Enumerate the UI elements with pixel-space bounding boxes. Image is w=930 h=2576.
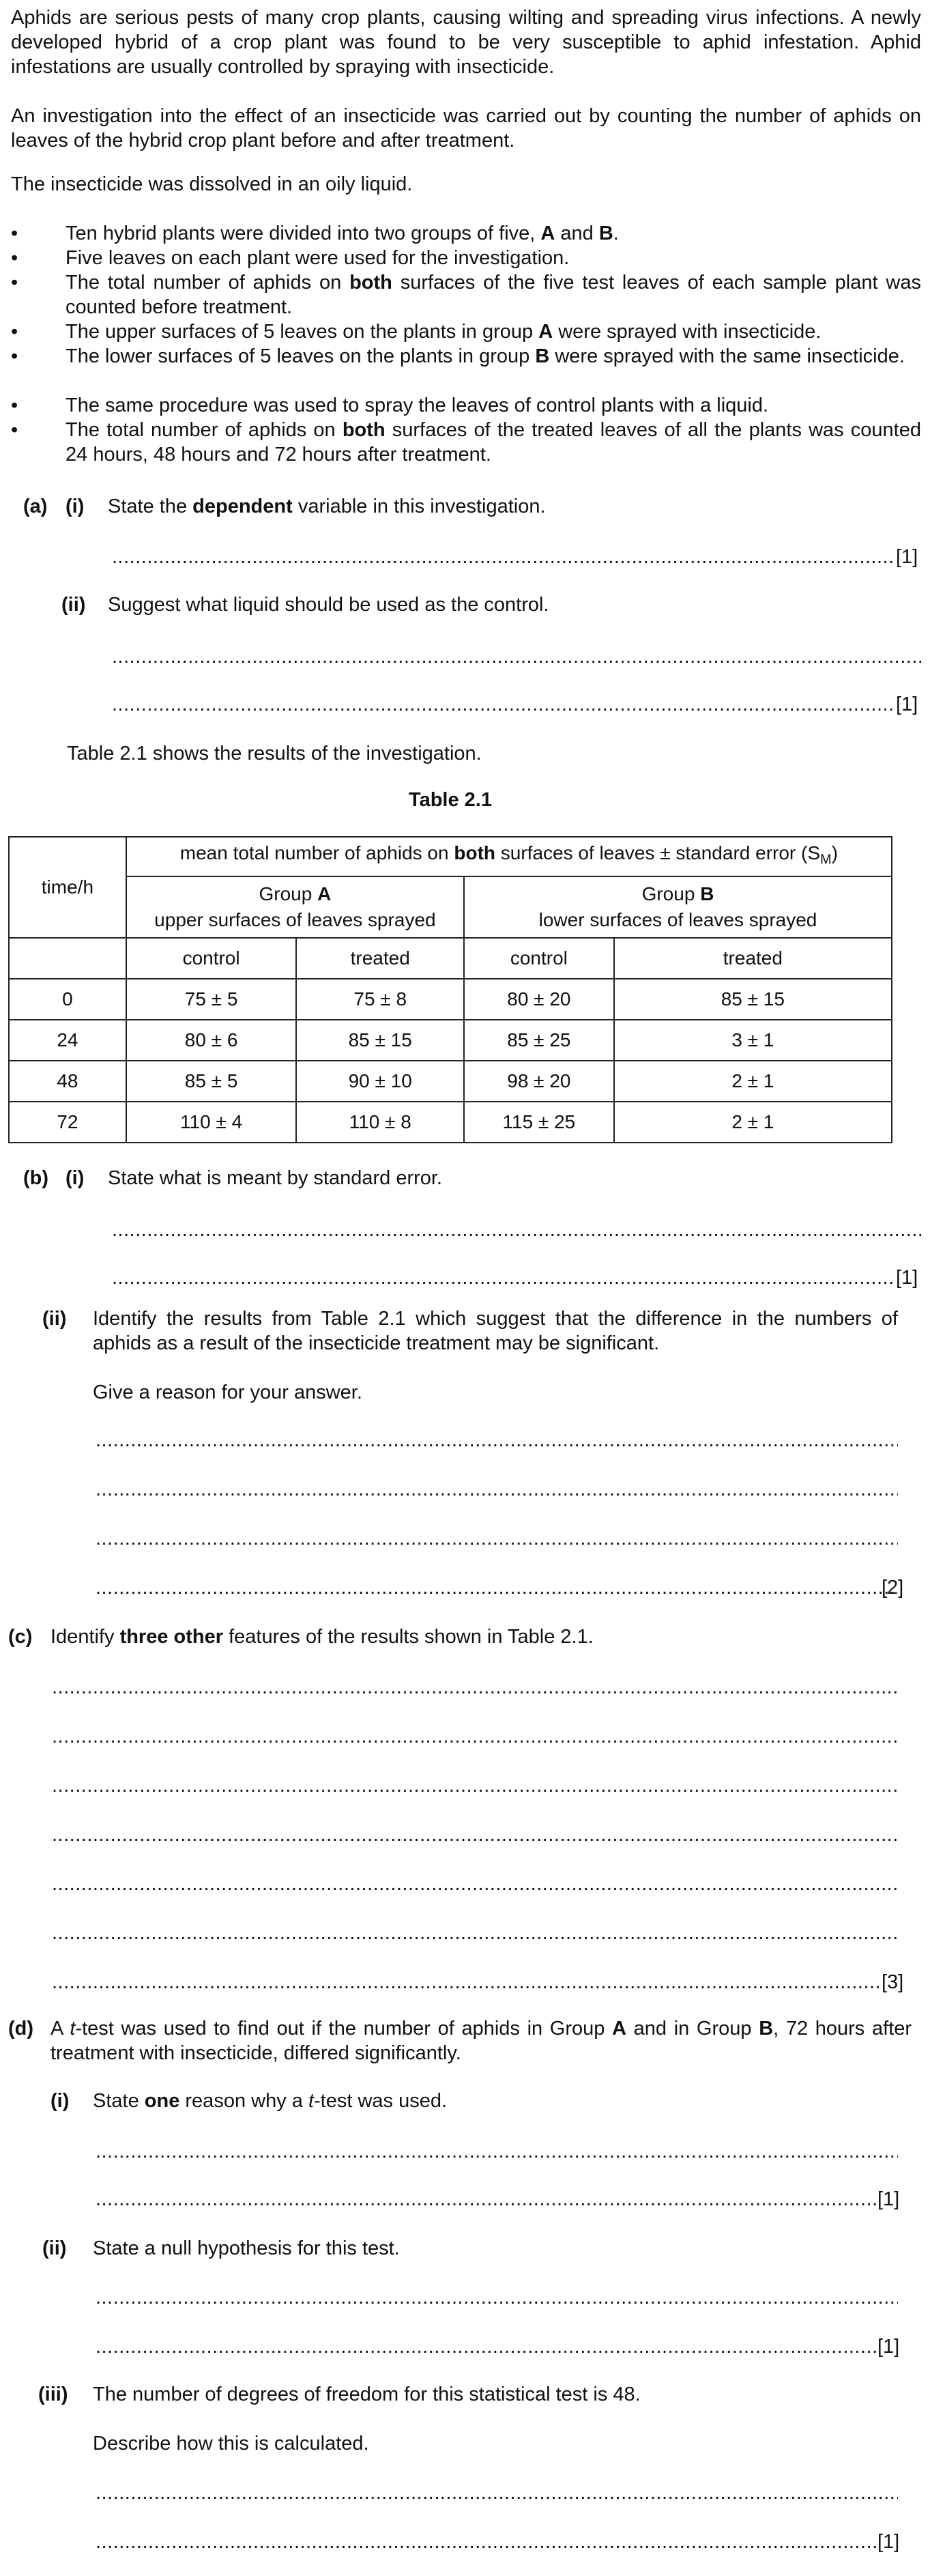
time-header: time/h: [9, 837, 126, 938]
intro-paragraph-2: An investigation into the effect of an insecticide was carried out by counting the number of aphids on leaves of the hybrid crop plant before and after treatment.: [11, 105, 921, 152]
answer-line[interactable]: [112, 1265, 895, 1290]
answer-line[interactable]: [96, 1428, 898, 1452]
table-cell: 90 ± 10: [296, 1061, 464, 1102]
table-cell: 80 ± 6: [126, 1020, 297, 1061]
mark-allocation: [1]: [877, 2531, 900, 2553]
sub-ii-label: (ii): [42, 1308, 67, 1330]
bullet-3: The total number of aphids on both surfaces of the five test leaves of each sample plant was counted before treatment.: [66, 272, 921, 318]
question-b-i: State what is meant by standard error.: [108, 1167, 443, 1189]
table-cell: 110 ± 8: [296, 1102, 464, 1143]
part-b-label: (b): [23, 1167, 49, 1189]
sub-i-label: (i): [66, 496, 85, 517]
intro-paragraph-1: Aphids are serious pests of many crop plants, causing wilting and spreading virus infections. A newly developed hybrid of a crop plant was found to be very susceptible to aphid infestation. Aphid infestations are usually controlled by spraying with insecticide.: [11, 7, 921, 78]
answer-line[interactable]: [96, 2334, 877, 2359]
group-b-subheader: lower surfaces of leaves sprayed: [538, 909, 817, 930]
question-a-i: State the dependent variable in this investigation.: [108, 496, 546, 517]
answer-line[interactable]: [96, 1526, 898, 1551]
bullet-1: Ten hybrid plants were divided into two groups of five, A and B.: [66, 223, 619, 244]
answer-line[interactable]: [96, 1575, 895, 1600]
span-header: mean total number of aphids on both surfaces of leaves ± standard error $(S_M)$: [126, 837, 892, 876]
column-header: treated: [296, 938, 464, 979]
table-cell: 3 ± 1: [614, 1020, 892, 1061]
mark-allocation: [1]: [896, 693, 918, 715]
answer-line[interactable]: [96, 2187, 877, 2212]
bullet-4: The upper surfaces of 5 leaves on the plants in group A were sprayed with insecticide.: [66, 321, 822, 343]
table-cell: 80 ± 20: [464, 979, 614, 1020]
table-cell: 98 ± 20: [464, 1061, 614, 1102]
results-table: [8, 836, 892, 1143]
answer-line[interactable]: [96, 2480, 898, 2505]
sub-i-label: (i): [50, 2090, 70, 2112]
answer-line[interactable]: [96, 1477, 898, 1502]
table-cell: 75 ± 8: [296, 979, 464, 1020]
question-d-iii: The number of degrees of freedom for this statistical test is 48.: [93, 2384, 641, 2405]
table-cell: 85 ± 5: [126, 1061, 297, 1102]
bullet-symbol: •: [11, 247, 18, 269]
table-row: [9, 1102, 892, 1143]
table-intro: Table 2.1 shows the results of the investigation.: [67, 743, 482, 764]
table-cell: 85 ± 15: [614, 979, 892, 1020]
sub-i-label: (i): [66, 1167, 85, 1189]
answer-line[interactable]: [52, 1921, 898, 1945]
mark-allocation: [2]: [882, 1577, 904, 1599]
sub-iii-label: (iii): [38, 2384, 68, 2405]
answer-line[interactable]: [96, 2139, 898, 2164]
table-row: [9, 979, 892, 1020]
bullet-symbol: •: [11, 345, 18, 367]
table-cell: 110 ± 4: [126, 1102, 297, 1143]
intro-paragraph-3: The insecticide was dissolved in an oily liquid.: [11, 173, 413, 195]
question-d-i: State one reason why a t-test was used.: [93, 2090, 448, 2112]
table-cell-empty: [9, 938, 126, 979]
sub-ii-label: (ii): [61, 594, 86, 616]
table-cell: 24: [9, 1020, 126, 1061]
table-caption: Table 2.1: [409, 789, 492, 811]
question-c: Identify three other features of the results shown in Table 2.1.: [50, 1626, 594, 1648]
group-a-subheader: upper surfaces of leaves sprayed: [154, 909, 436, 930]
column-header: control: [126, 938, 297, 979]
table-cell: 75 ± 5: [126, 979, 297, 1020]
sub-ii-label: (ii): [42, 2237, 67, 2259]
mark-allocation: [1]: [877, 2188, 900, 2210]
bullet-symbol: •: [11, 321, 18, 343]
bullet-symbol: •: [11, 223, 18, 244]
part-c-label: (c): [8, 1626, 33, 1648]
answer-line[interactable]: [96, 2530, 877, 2554]
group-a-header: Group A upper surfaces of leaves sprayed: [126, 876, 464, 938]
answer-line[interactable]: [52, 1675, 898, 1700]
answer-line[interactable]: [52, 1773, 898, 1798]
question-d-iii-describe: Describe how this is calculated.: [93, 2433, 369, 2455]
question-b-ii: Identify the results from Table 2.1 which suggest that the difference in the numbers of aphids as a result of the insecticide treatment may be significant.: [93, 1308, 898, 1354]
answer-line[interactable]: [112, 1218, 921, 1242]
column-header: control: [464, 938, 614, 979]
answer-line[interactable]: [52, 1970, 880, 1994]
bullet-6: The same procedure was used to spray the leaves of control plants with a liquid.: [66, 395, 769, 416]
table-cell: 2 ± 1: [614, 1102, 892, 1143]
mark-allocation: [3]: [882, 1971, 904, 1993]
question-b-ii-reason: Give a reason for your answer.: [93, 1382, 362, 1403]
table-cell: 115 ± 25: [464, 1102, 614, 1143]
bullet-2: Five leaves on each plant were used for the investigation.: [66, 247, 570, 269]
table-cell: 0: [9, 979, 126, 1020]
table-cell: 85 ± 15: [296, 1020, 464, 1061]
part-a-label: (a): [23, 496, 48, 517]
answer-line[interactable]: [52, 1724, 898, 1749]
bullet-symbol: •: [11, 272, 18, 294]
answer-line[interactable]: [112, 692, 895, 717]
answer-line[interactable]: [52, 1822, 898, 1847]
question-a-ii: Suggest what liquid should be used as the control.: [108, 594, 549, 616]
answer-line[interactable]: [96, 2285, 898, 2310]
table-cell: 2 ± 1: [614, 1061, 892, 1102]
answer-line[interactable]: [52, 1872, 898, 1896]
bullet-5: The lower surfaces of 5 leaves on the plants in group B were sprayed with the same insecticide.: [66, 345, 905, 367]
answer-line[interactable]: [112, 644, 921, 669]
mark-allocation: [1]: [896, 546, 918, 568]
mark-allocation: [1]: [877, 2336, 900, 2358]
table-cell: 72: [9, 1102, 126, 1143]
answer-line[interactable]: [112, 545, 895, 569]
question-d: A t-test was used to find out if the number of aphids in Group A and in Group B, 72 hours after treatment with insecticide, differed significantly.: [50, 2018, 912, 2064]
group-b-header: Group B lower surfaces of leaves sprayed: [464, 876, 892, 938]
mark-allocation: [1]: [896, 1267, 918, 1289]
bullet-symbol: •: [11, 395, 18, 416]
table-cell: 85 ± 25: [464, 1020, 614, 1061]
bullet-7: The total number of aphids on both surfaces of the treated leaves of all the plants was counted 24 hours, 48 hours and 72 hours after treatment.: [66, 419, 922, 466]
part-d-label: (d): [8, 2018, 34, 2040]
bullet-symbol: •: [11, 419, 18, 441]
column-header: treated: [614, 938, 892, 979]
question-d-ii: State a null hypothesis for this test.: [93, 2237, 400, 2259]
table-row: [9, 1020, 892, 1061]
table-row: [9, 1061, 892, 1102]
table-cell: 48: [9, 1061, 126, 1102]
